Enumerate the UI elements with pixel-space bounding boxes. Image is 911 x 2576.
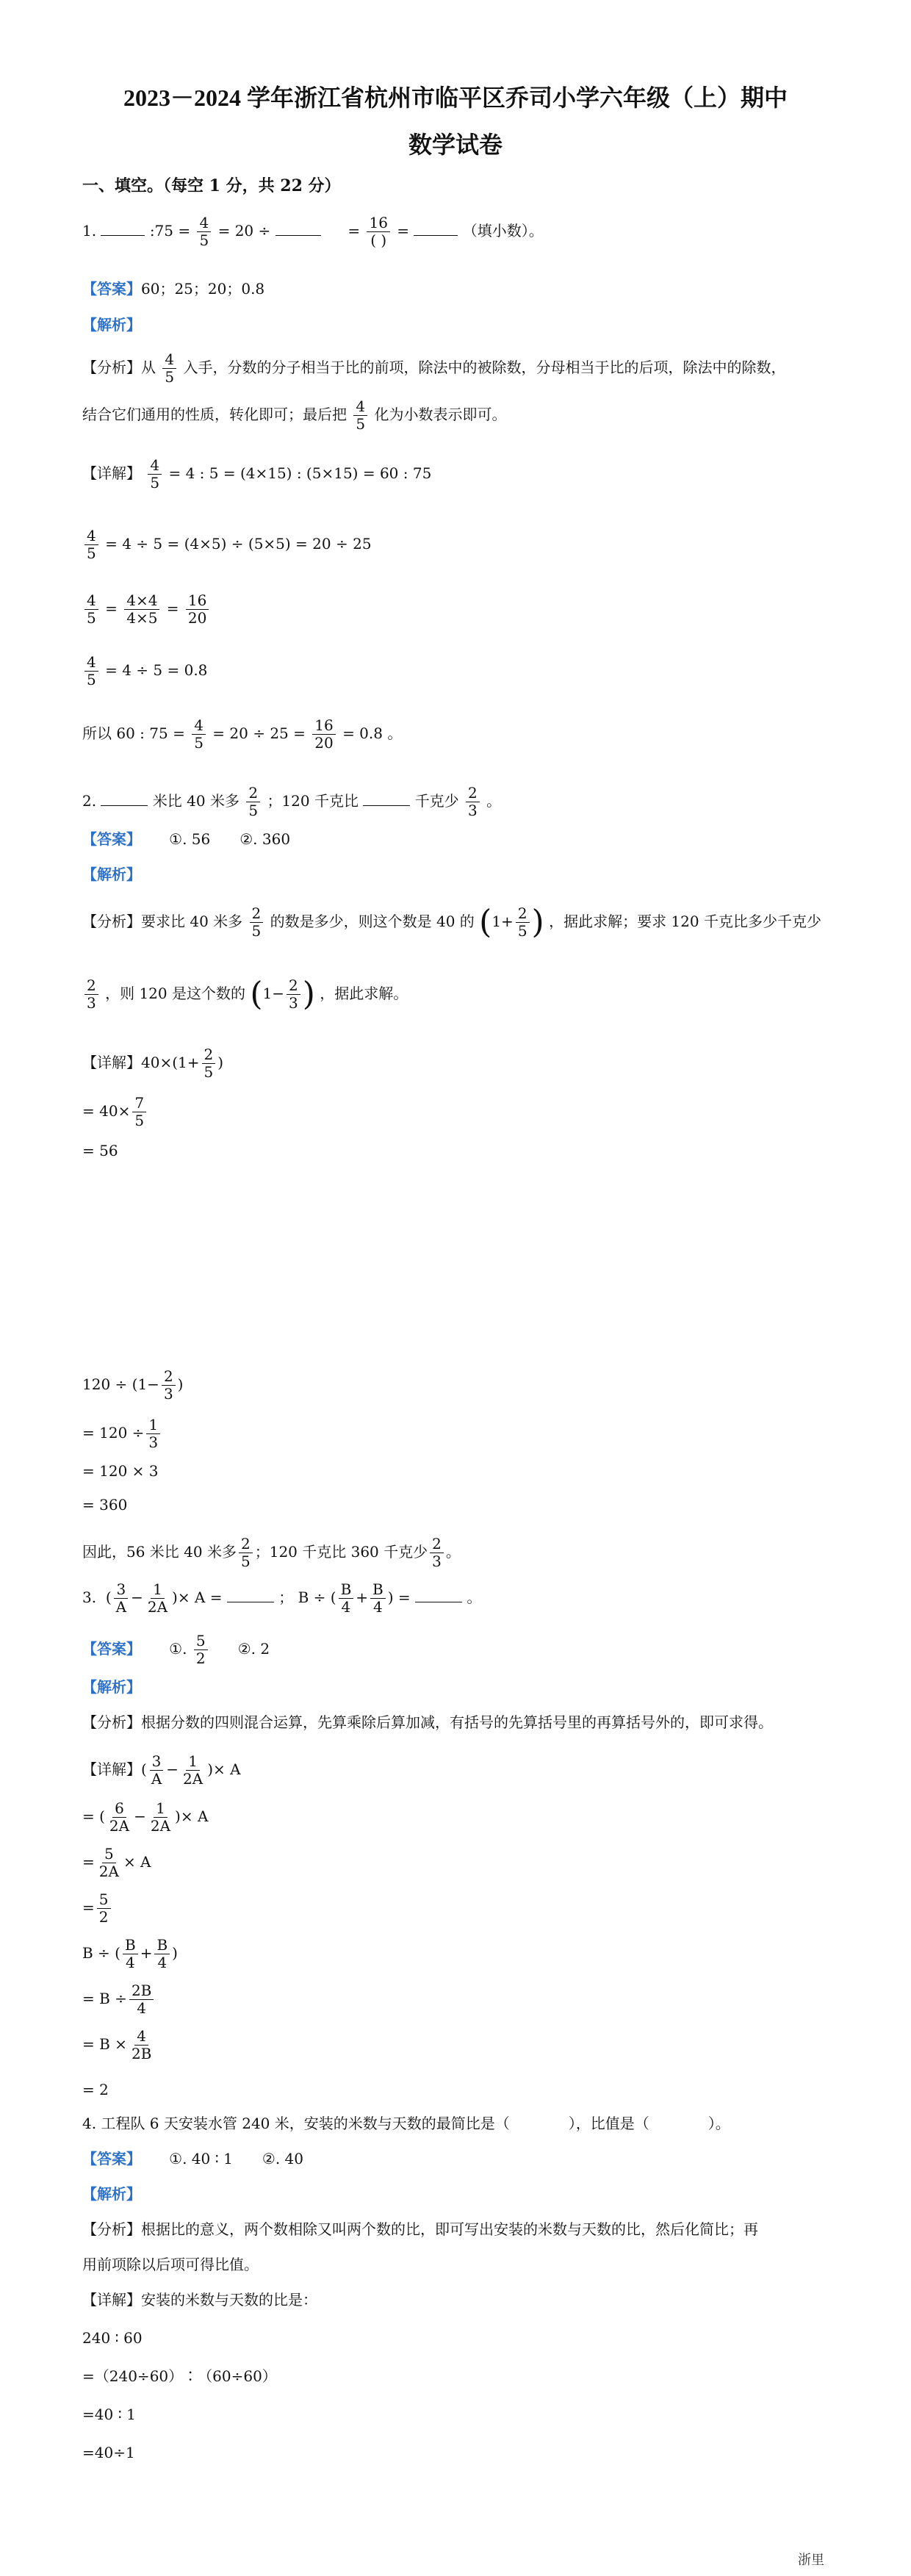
q1-step3: $\frac{4}{5}$ = $\frac{4\times 4}{4\times 5}$ = $\frac{16}{20}$ — [82, 592, 211, 627]
q4-fenxi-2: 用前项除以后项可得比值。 — [82, 2256, 259, 2273]
q1-line: 1. :75 = $\frac{4}{5}$ = 20 ÷ = $\frac{16}{( )}$ = （填小数）。 — [82, 214, 544, 249]
q4-jiexi: 【解析】 — [82, 2185, 141, 2203]
q2-e3: = 120 × 3 — [82, 1462, 159, 1480]
q3-t3: = B × $\frac{4}{2B}$ — [82, 2027, 152, 2062]
q2-d1: 【详解】40×(1+ $\frac{2}{5}$ ) — [82, 1046, 224, 1081]
q3-s2: = ( $\frac{6}{2A}$ − $\frac{1}{2A}$ )× A — [82, 1799, 209, 1835]
q2-e2: = 120 ÷ $\frac{1}{3}$ — [82, 1417, 162, 1451]
q1-frac-a: $\frac{4}{5}$ — [197, 215, 211, 249]
q3-answer: 【答案】 ①. $\frac{5}{2}$ ②. 2 — [82, 1632, 270, 1667]
footer-mark: 浙里 — [798, 2552, 824, 2568]
q3-fenxi: 【分析】根据分数的四则混合运算，先算乘除后算加减，有括号的先算括号里的再算括号外的，即可求得。 — [82, 1713, 773, 1731]
q1-frac-b: $\frac{16}{( )}$ — [367, 215, 389, 249]
q2-d2: = 40× $\frac{7}{5}$ — [82, 1095, 148, 1129]
q1-ratio: :75 = — [149, 222, 191, 240]
q3-jiexi: 【解析】 — [82, 1678, 141, 1696]
q3-t1: B ÷ ( $\frac{B}{4}$ + $\frac{B}{4}$ ) — [82, 1936, 178, 1971]
q1-tail: = — [397, 222, 410, 240]
q1-answer: 【答案】60；25；20；0.8 — [82, 280, 265, 298]
q2-answer: 【答案】 ①. 56 ②. 360 — [82, 830, 291, 848]
q3-line: 3. ( $\frac{3}{A}$ − $\frac{1}{2A}$ )× A = ； B ÷ ( $\frac{B}{4}$ + $\frac{B}{4}$ ) = 。 — [82, 1580, 482, 1616]
q1-div: = 20 ÷ — [217, 222, 271, 240]
q1-step2: $\frac{4}{5}$ = 4 ÷ 5 = (4×5) ÷ (5×5) = 20 ÷ 25 — [82, 528, 372, 562]
q1-hint: （填小数）。 — [462, 222, 544, 240]
q2-fenxi-2: $\frac{2}{3}$ ，则 120 是这个数的 (1− $\frac{2}{3}$ ) ，据此求解。 — [82, 977, 408, 1012]
doc-title-line1: 2023－2024 学年浙江省杭州市临平区乔司小学六年级（上）期中 — [123, 84, 788, 111]
q2-fenxi-1: 【分析】要求比 40 米多 $\frac{2}{5}$ 的数是多少，则这个数是 40 的 (1+ $\frac{2}{5}$ ) ，据此求解；要求 120 千克比多少千克少 — [82, 903, 821, 941]
q3-s3: = $\frac{5}{2A}$ × A — [82, 1845, 151, 1880]
q2-e4: = 360 — [82, 1496, 128, 1514]
q2-d3: = 56 — [82, 1142, 118, 1159]
q3-s4: = $\frac{5}{2}$ — [82, 1891, 113, 1926]
q2-line: 2. 米比 40 米多 $\frac{2}{5}$ ；120 千克比 千克少 $\frac{2}{3}$ 。 — [82, 784, 502, 819]
q3-t4: = 2 — [82, 2081, 109, 2098]
q2-e1: 120 ÷ (1− $\frac{2}{3}$ ) — [82, 1367, 184, 1403]
q1-step4: $\frac{4}{5}$ = 4 ÷ 5 = 0.8 — [82, 654, 207, 688]
q1-blank-1 — [101, 235, 145, 236]
q1-step1: 【详解】 $\frac{4}{5}$ = 4 : 5 = (4×15) : (5×15) = 60 : 75 — [82, 456, 432, 492]
section-title: 一、填空。（每空 1 分，共 22 分） — [82, 176, 341, 195]
q1-blank-2 — [276, 235, 321, 236]
q4-l4: =40÷1 — [82, 2444, 135, 2461]
q1-num: 1. — [82, 222, 97, 240]
q4-fenxi-1: 【分析】根据比的意义，两个数相除又叫两个数的比，即可写出安装的米数与天数的比，然后化简比；再 — [82, 2220, 758, 2238]
q4-l1: 240 ∶ 60 — [82, 2329, 143, 2347]
doc-title-line2: 数学试卷 — [408, 132, 503, 158]
q1-blank-3 — [414, 235, 458, 236]
q2-conclusion: 因此，56 米比 40 米多 $\frac{2}{5}$ ；120 千克比 360 千克少 $\frac{2}{3}$ 。 — [82, 1535, 461, 1570]
q1-jiexi: 【解析】 — [82, 316, 141, 334]
q2-jiexi: 【解析】 — [82, 866, 141, 883]
q1-fenxi-2: 结合它们通用的性质，转化即可；最后把 $\frac{4}{5}$ 化为小数表示即可。 — [82, 397, 507, 433]
q4-answer: 【答案】 ①. 40 ∶ 1 ②. 40 — [82, 2150, 303, 2167]
q1-fenxi-1: 【分析】从 $\frac{4}{5}$ 入手，分数的分子相当于比的前项，除法中的被除数，分母相当于比的后项，除法中的除数， — [82, 350, 786, 386]
q4-l3: =40 ∶ 1 — [82, 2406, 136, 2423]
q3-t2: = B ÷ $\frac{2B}{4}$ — [82, 1982, 156, 2017]
q4-xiangjie: 【详解】安装的米数与天数的比是： — [82, 2291, 317, 2309]
q4-l2: =（240÷60）∶（60÷60） — [82, 2367, 277, 2385]
q1-conclusion: 所以 60 : 75 = $\frac{4}{5}$ = 20 ÷ 25 = $\frac{16}{20}$ = 0.8 。 — [82, 716, 403, 752]
q4-question: 4. 工程队 6 天安装水管 240 米，安装的米数与天数的最简比是（ ），比值是（ ）。 — [82, 2115, 730, 2132]
q3-s1: 【详解】( $\frac{3}{A}$ − $\frac{1}{2A}$ )× A — [82, 1752, 241, 1788]
